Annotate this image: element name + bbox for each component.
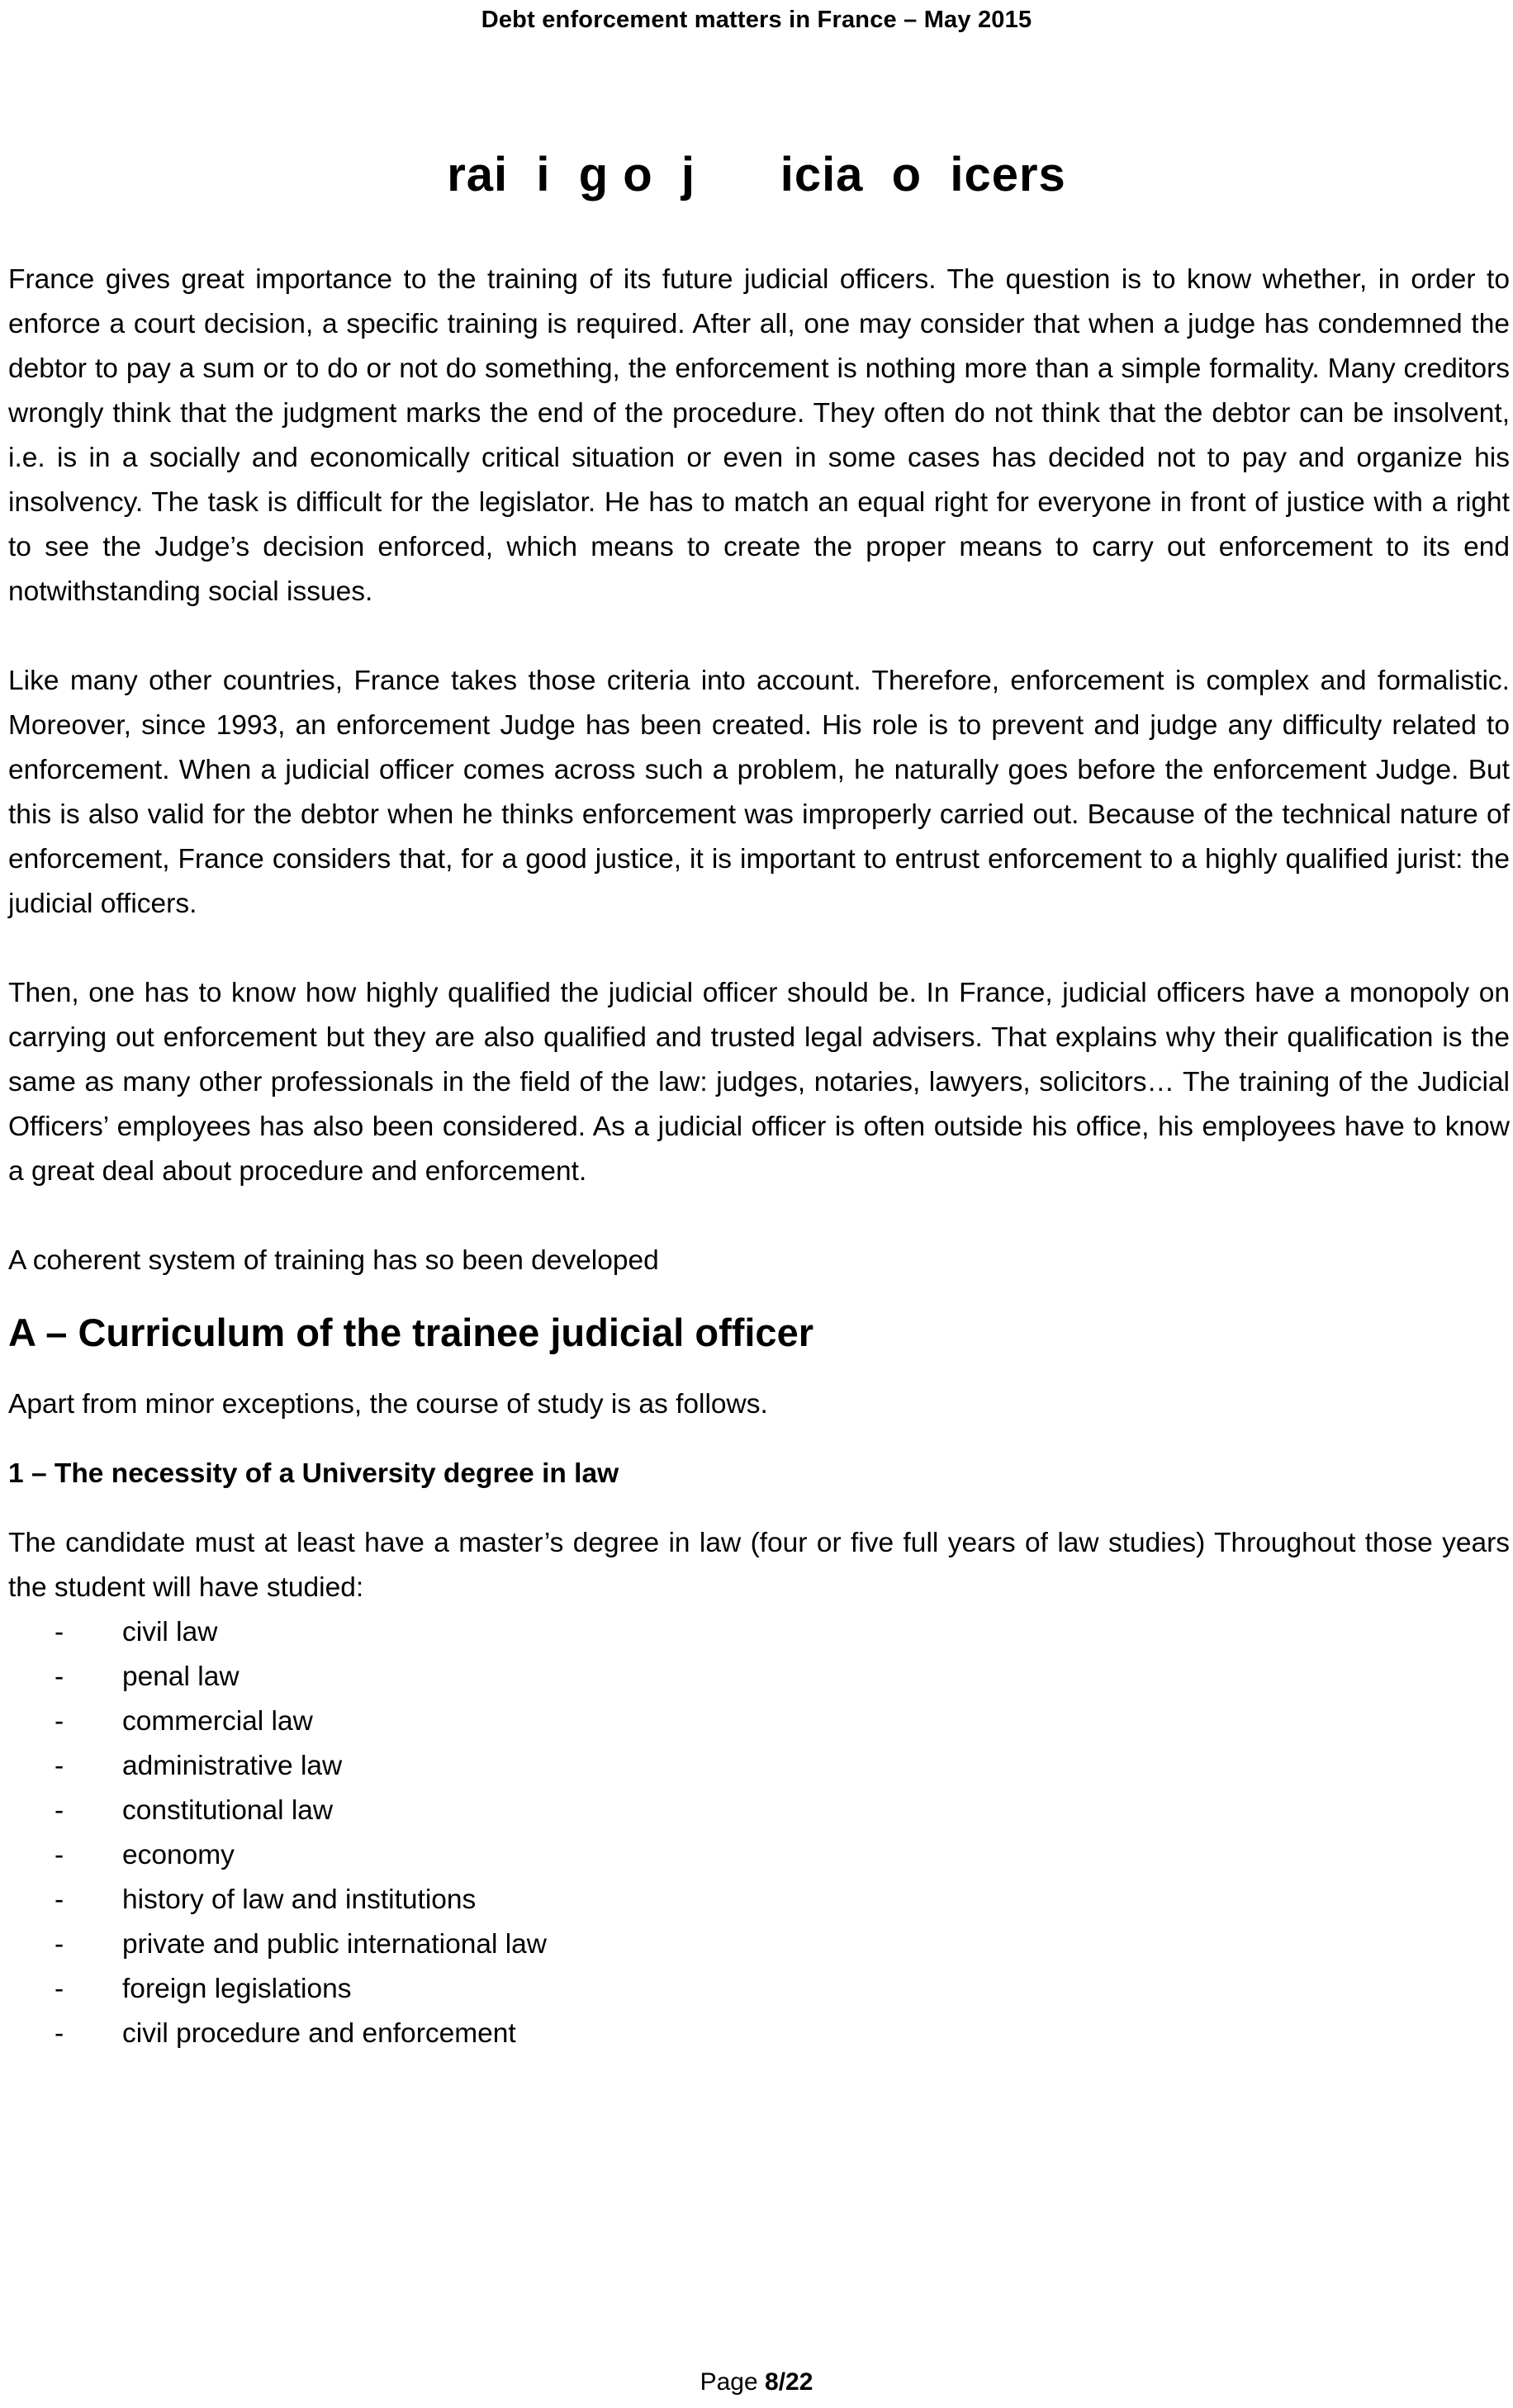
list-item: - administrative law: [55, 1751, 343, 1781]
paragraph-coherent-system: A coherent system of training has so been developed: [8, 1245, 659, 1276]
list-item: - constitutional law: [55, 1795, 334, 1826]
paragraph-enforcement-judge: Like many other countries, France takes those criteria into account. Therefore, enforcement is complex and formalistic. Moreover, since 1993, an enforcement Judge has been created. His role is to prevent and judge any difficulty related to enforcement. When a judicial officer comes across such a problem, he naturally goes before the enforcement Judge. But this is also valid for the debtor when he thinks enforcement was improperly carried out. Because of the technical nature of enforcement, France considers that, for a good justice, it is important to entrust enforcement to a highly qualified jurist: the judicial officers.: [8, 666, 1510, 919]
page-label: Page: [700, 2368, 758, 2396]
page-number: [0, 2368, 1513, 2396]
page-title: rai i g o j icia o icers: [447, 148, 1066, 201]
list-item: - private and public international law: [55, 1929, 547, 1960]
subsection-body: The candidate must at least have a master’s degree in law (four or five full years of law studies) Throughout those years the student will have studied:: [8, 1528, 1510, 1603]
list-item: - civil procedure and enforcement: [55, 2018, 516, 2049]
section-intro: Apart from minor exceptions, the course of study is as follows.: [8, 1389, 768, 1420]
list-item: - economy: [55, 1840, 235, 1870]
list-item: - foreign legislations: [55, 1974, 352, 2004]
list-item: - penal law: [55, 1661, 240, 1692]
running-header: Debt enforcement matters in France – May 2015: [481, 7, 1032, 33]
document-body: [8, 258, 1510, 2056]
section-heading: A – Curriculum of the trainee judicial officer: [8, 1311, 813, 1354]
list-item: - history of law and institutions: [55, 1884, 477, 1915]
paragraph-intro: France gives great importance to the training of its future judicial officers. The question is to know whether, in order to enforce a court decision, a specific training is required. After all, one may consider that when a judge has condemned the debtor to pay a sum or to do or not do something, the enforcement is nothing more than a simple formality. Many creditors wrongly think that the judgment marks the end of the procedure. They often do not think that the debtor can be insolvent, i.e. is in a socially and economically critical situation or even in some cases has decided not to pay and organize his insolvency. The task is difficult for the legislator. He has to match an equal right for everyone in front of justice with a right to see the Judge’s decision enforced, which means to create the proper means to carry out enforcement to its end notwithstanding social issues.: [8, 264, 1510, 607]
paragraph-qualification: Then, one has to know how highly qualified the judicial officer should be. In France, judicial officers have a monopoly on carrying out enforcement but they are also qualified and trusted legal advisers. That explains why their qualification is the same as many other professionals in the field of the law: judges, notaries, lawyers, solicitors… The training of the Judicial Officers’ employees has also been considered. As a judicial officer is often outside his office, his employees have to know a great deal about procedure and enforcement.: [8, 978, 1510, 1187]
subsection-heading: 1 – The necessity of a University degree in law: [8, 1458, 619, 1489]
page-value: 8/22: [765, 2368, 813, 2396]
list-item: - commercial law: [55, 1706, 313, 1737]
list-item: - civil law: [55, 1617, 218, 1647]
topics-list: [8, 1610, 1510, 2056]
